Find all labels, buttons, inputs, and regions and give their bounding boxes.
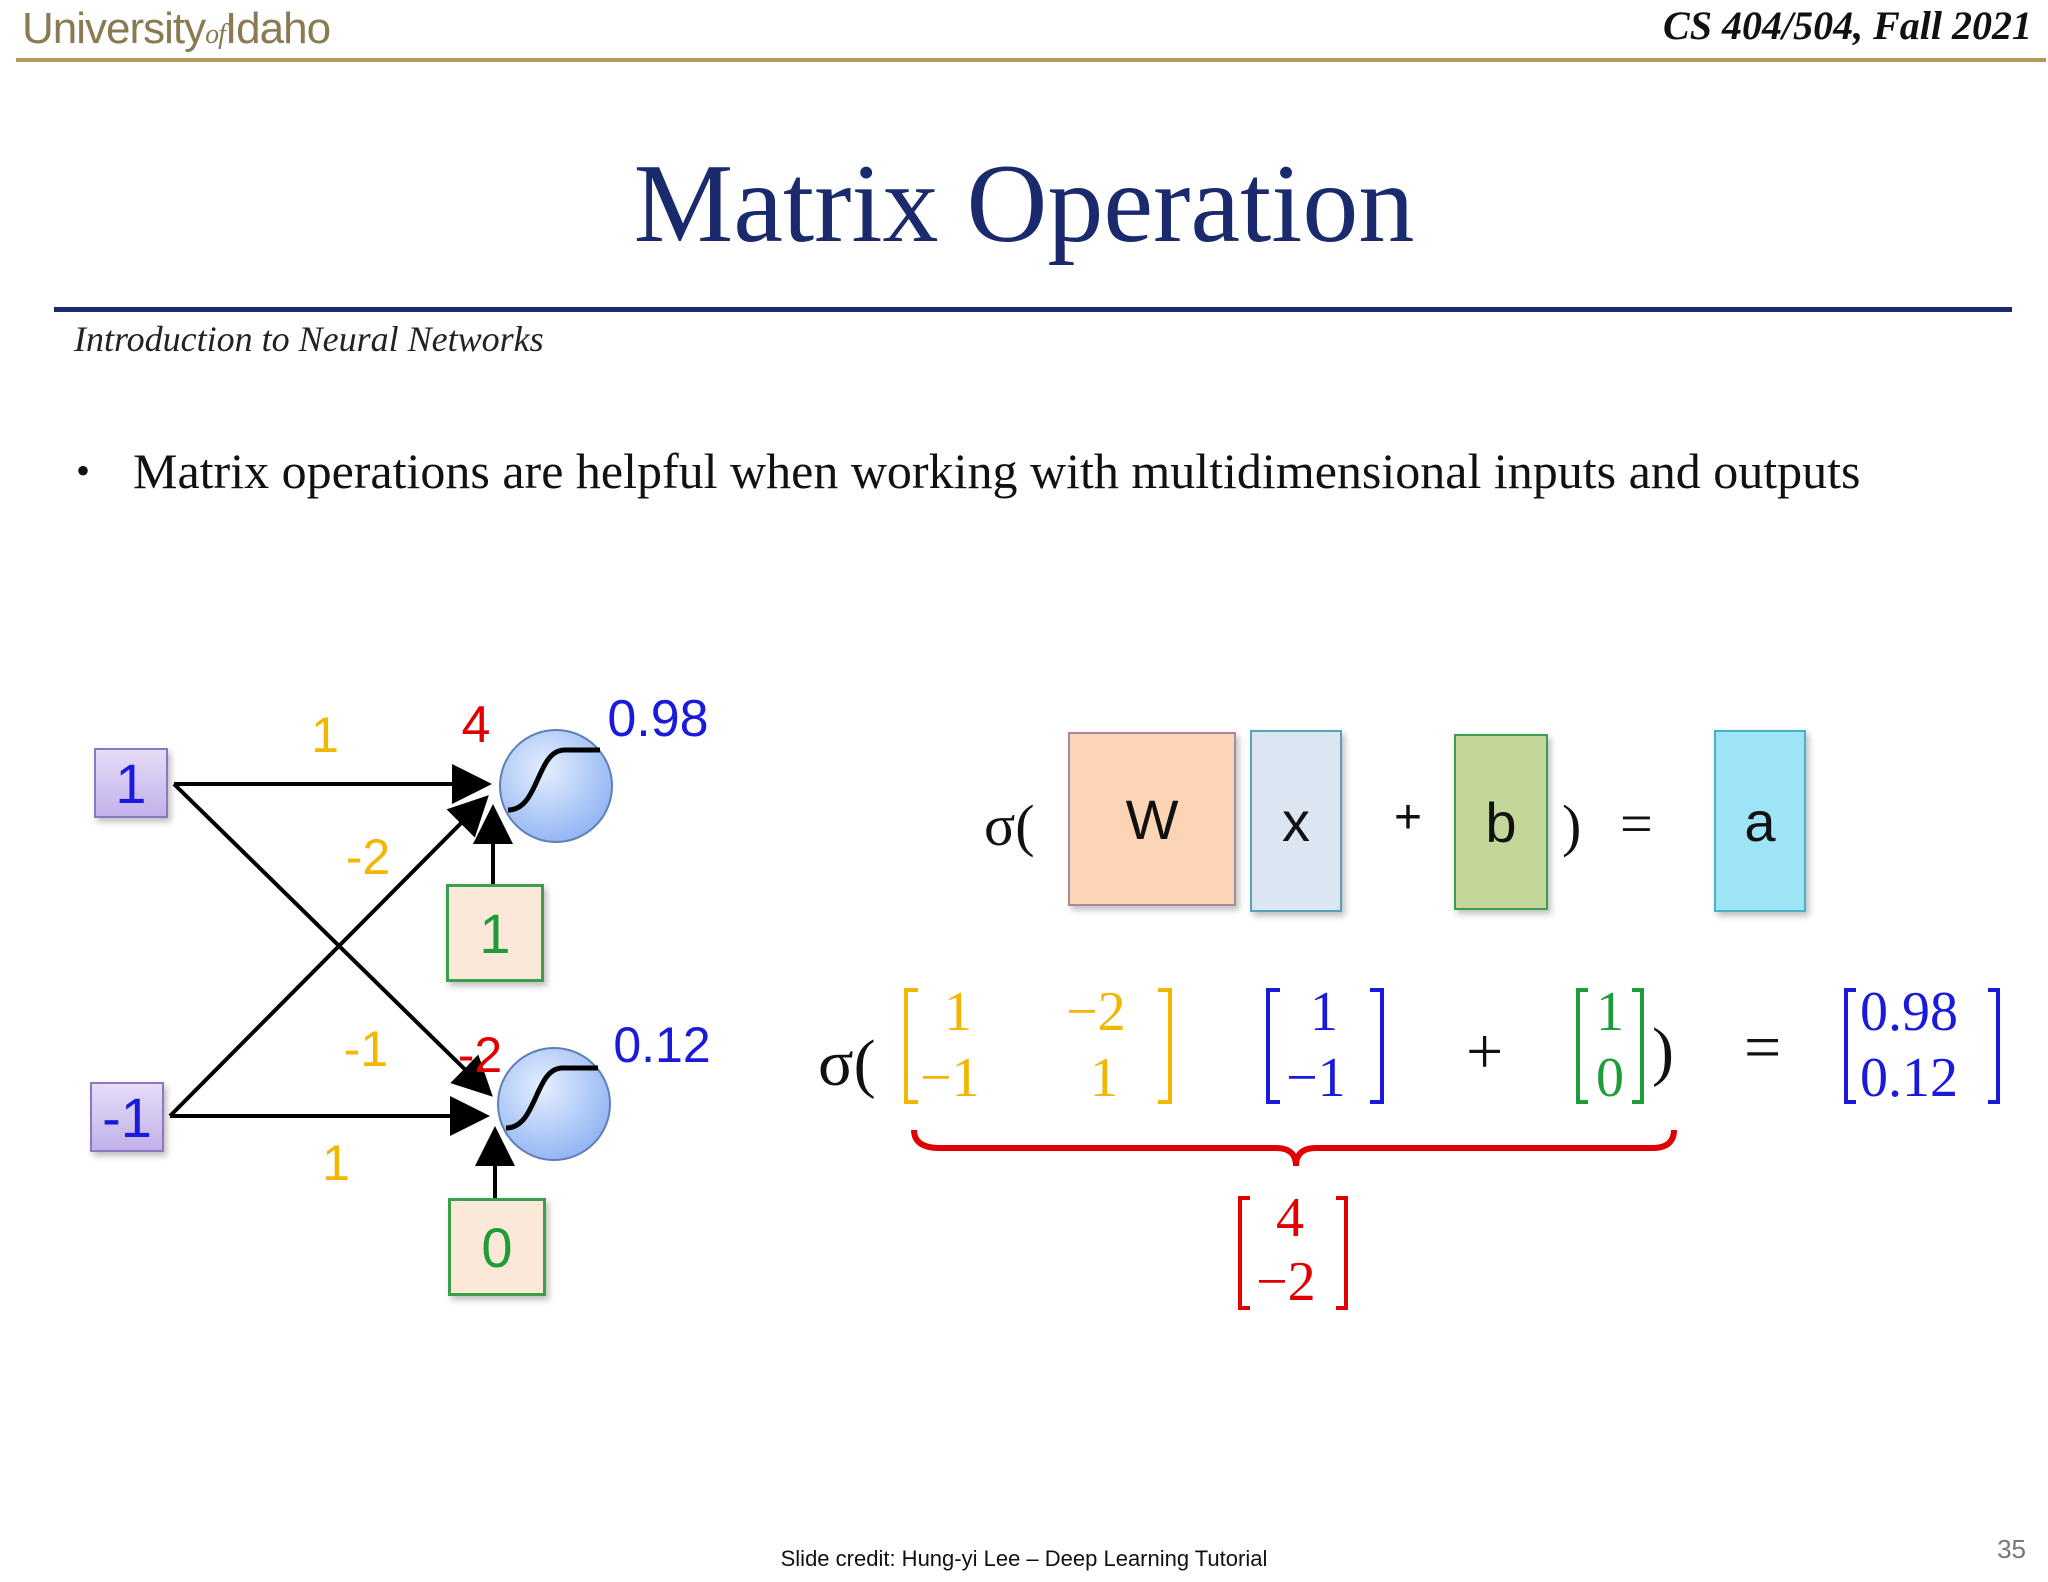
vector-x: x: [1250, 730, 1342, 912]
matrix-W: W: [1068, 732, 1236, 906]
z-label: 4: [461, 696, 491, 754]
output-label: 0.12: [613, 1017, 711, 1073]
slide-subtitle: Introduction to Neural Networks: [74, 319, 544, 359]
z-cell: −2: [1256, 1251, 1316, 1313]
bullet-text: Matrix operations are helpful when working with multidimensional inputs and outputs: [133, 443, 1861, 499]
bullet-icon: •: [76, 448, 91, 493]
bias-node-2: 0: [448, 1198, 546, 1296]
close-paren: ): [1562, 793, 1582, 858]
vector-a: a: [1714, 730, 1806, 912]
W-cell: 1: [1090, 1047, 1118, 1109]
sigma-symbol: σ(: [984, 793, 1035, 858]
z-cell: 4: [1276, 1187, 1304, 1249]
slide-title: Matrix Operation: [633, 142, 1415, 266]
equals-sign-numeric: =: [1744, 1011, 1782, 1084]
b-cell: 0: [1596, 1047, 1624, 1109]
weight-label: 1: [322, 1135, 350, 1191]
W-cell: −2: [1066, 981, 1126, 1043]
x-cell: −1: [1286, 1047, 1346, 1109]
equals-sign: =: [1620, 791, 1653, 856]
plus-sign: +: [1394, 791, 1423, 844]
neuron-2: [498, 1048, 610, 1160]
sigma-symbol-numeric: σ(: [818, 1027, 876, 1100]
x-cell: 1: [1310, 981, 1338, 1043]
weight-label: -1: [343, 1021, 389, 1077]
close-paren-numeric: ): [1652, 1015, 1674, 1088]
input-node-1: 1: [94, 748, 168, 818]
weight-label: 1: [311, 707, 339, 763]
z-label: -2: [457, 1027, 503, 1083]
weight-label: -2: [345, 829, 391, 885]
a-cell: 0.12: [1860, 1047, 1958, 1109]
course-label: CS 404/504, Fall 2021: [1663, 3, 2032, 48]
W-cell: −1: [920, 1047, 980, 1109]
input-node-2: -1: [90, 1082, 164, 1152]
edge-in1-n2: [174, 784, 490, 1094]
a-cell: 0.98: [1860, 981, 1958, 1043]
plus-sign-numeric: +: [1466, 1015, 1504, 1088]
vector-b: b: [1454, 734, 1548, 910]
underbrace: [914, 1130, 1674, 1166]
neuron-1: [500, 730, 612, 842]
page-number: 35: [1997, 1534, 2026, 1564]
university-logo: UniversityofIdaho: [22, 4, 331, 53]
b-cell: 1: [1596, 981, 1624, 1043]
bias-node-1: 1: [446, 884, 544, 982]
output-label: 0.98: [607, 690, 709, 748]
edge-in2-n1: [170, 798, 486, 1116]
slide-credit: Slide credit: Hung-yi Lee – Deep Learning Tutorial: [780, 1546, 1268, 1571]
W-cell: 1: [944, 981, 972, 1043]
